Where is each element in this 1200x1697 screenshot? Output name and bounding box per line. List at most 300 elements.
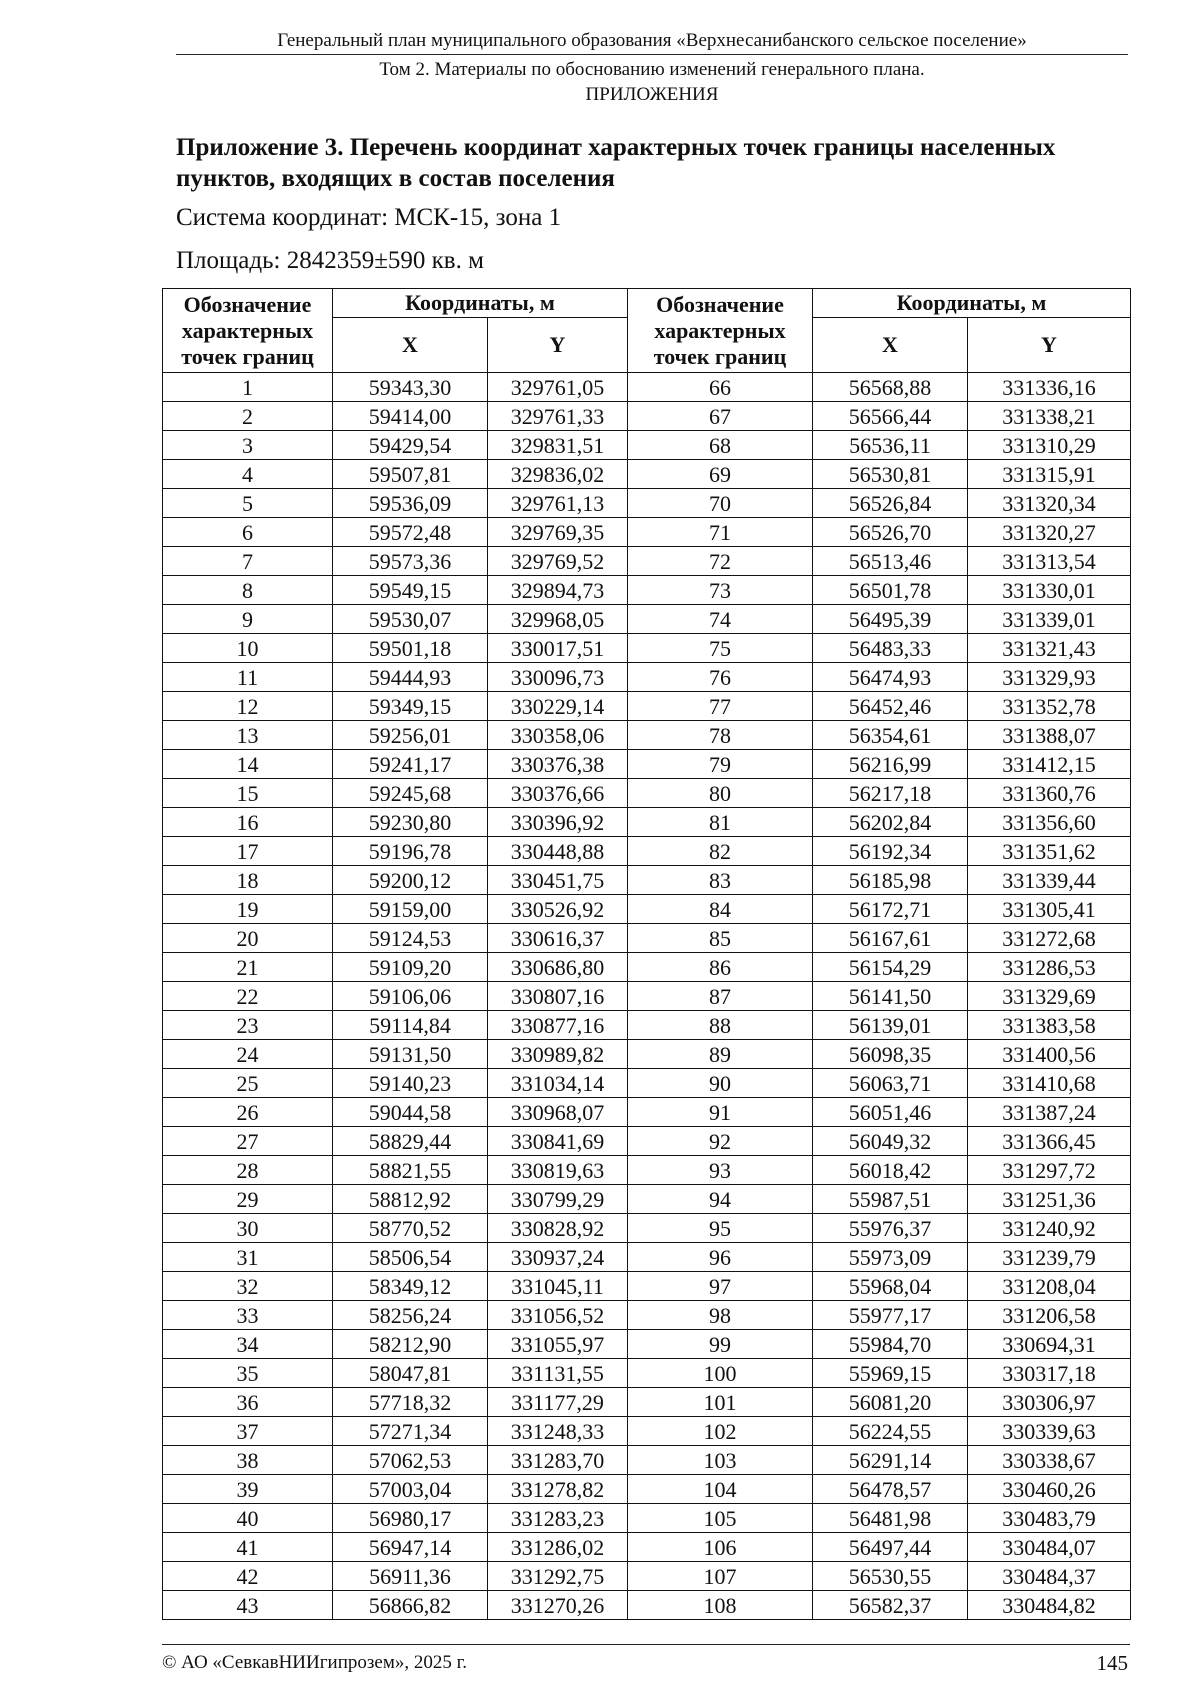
x-right-cell: 55973,09	[813, 1243, 968, 1272]
point-number-right-cell: 96	[628, 1243, 813, 1272]
header-coordinates-left: Координаты, м	[333, 289, 628, 318]
x-left-cell: 59573,36	[333, 547, 488, 576]
table-row	[163, 692, 1131, 721]
x-left-cell: 59131,50	[333, 1040, 488, 1069]
x-right-cell: 56354,61	[813, 721, 968, 750]
table-row	[163, 634, 1131, 663]
header-point-designation-left: Обозначение характерных точек границ	[163, 289, 333, 373]
point-number-right-cell: 72	[628, 547, 813, 576]
point-number-right-cell: 98	[628, 1301, 813, 1330]
x-right-cell: 56582,37	[813, 1591, 968, 1620]
x-right-cell: 56530,81	[813, 460, 968, 489]
x-right-cell: 56063,71	[813, 1069, 968, 1098]
y-right-cell: 331320,27	[968, 518, 1131, 547]
point-number-right-cell: 79	[628, 750, 813, 779]
x-left-cell: 57718,32	[333, 1388, 488, 1417]
x-left-cell: 56911,36	[333, 1562, 488, 1591]
x-left-cell: 59501,18	[333, 634, 488, 663]
point-number-left-cell: 41	[163, 1533, 333, 1562]
point-number-left-cell: 20	[163, 924, 333, 953]
x-left-cell: 59572,48	[333, 518, 488, 547]
point-number-left-cell: 3	[163, 431, 333, 460]
header-x-left: X	[333, 318, 488, 373]
coordinates-table-body	[163, 373, 1131, 1620]
point-number-left-cell: 40	[163, 1504, 333, 1533]
y-left-cell: 329894,73	[488, 576, 628, 605]
x-right-cell: 55984,70	[813, 1330, 968, 1359]
y-right-cell: 331310,29	[968, 431, 1131, 460]
x-right-cell: 56051,46	[813, 1098, 968, 1127]
x-left-cell: 59044,58	[333, 1098, 488, 1127]
point-number-left-cell: 26	[163, 1098, 333, 1127]
y-right-cell: 331330,01	[968, 576, 1131, 605]
point-number-right-cell: 76	[628, 663, 813, 692]
table-row	[163, 721, 1131, 750]
x-left-cell: 59507,81	[333, 460, 488, 489]
y-left-cell: 330376,66	[488, 779, 628, 808]
x-right-cell: 56224,55	[813, 1417, 968, 1446]
y-right-cell: 331206,58	[968, 1301, 1131, 1330]
point-number-right-cell: 81	[628, 808, 813, 837]
y-left-cell: 330448,88	[488, 837, 628, 866]
x-left-cell: 59124,53	[333, 924, 488, 953]
point-number-left-cell: 32	[163, 1272, 333, 1301]
point-number-right-cell: 89	[628, 1040, 813, 1069]
table-row	[163, 779, 1131, 808]
point-number-right-cell: 95	[628, 1214, 813, 1243]
x-right-cell: 56049,32	[813, 1127, 968, 1156]
x-right-cell: 56566,44	[813, 402, 968, 431]
point-number-right-cell: 106	[628, 1533, 813, 1562]
table-row	[163, 1359, 1131, 1388]
y-left-cell: 329831,51	[488, 431, 628, 460]
x-left-cell: 59343,30	[333, 373, 488, 402]
y-right-cell: 331351,62	[968, 837, 1131, 866]
y-left-cell: 330828,92	[488, 1214, 628, 1243]
point-number-right-cell: 85	[628, 924, 813, 953]
table-row	[163, 1185, 1131, 1214]
x-left-cell: 59256,01	[333, 721, 488, 750]
footer-copyright: © АО «СевкавНИИгипрозем», 2025 г.	[162, 1652, 467, 1673]
x-left-cell: 59444,93	[333, 663, 488, 692]
x-left-cell: 59109,20	[333, 953, 488, 982]
y-left-cell: 330229,14	[488, 692, 628, 721]
point-number-right-cell: 107	[628, 1562, 813, 1591]
table-row	[163, 547, 1131, 576]
point-number-left-cell: 10	[163, 634, 333, 663]
y-right-cell: 330460,26	[968, 1475, 1131, 1504]
x-left-cell: 57271,34	[333, 1417, 488, 1446]
y-left-cell: 331278,82	[488, 1475, 628, 1504]
x-left-cell: 59230,80	[333, 808, 488, 837]
point-number-right-cell: 69	[628, 460, 813, 489]
table-row	[163, 1591, 1131, 1620]
table-row	[163, 808, 1131, 837]
y-left-cell: 331131,55	[488, 1359, 628, 1388]
x-left-cell: 56980,17	[333, 1504, 488, 1533]
point-number-left-cell: 19	[163, 895, 333, 924]
y-left-cell: 330396,92	[488, 808, 628, 837]
y-left-cell: 331045,11	[488, 1272, 628, 1301]
header-x-right: X	[813, 318, 968, 373]
y-right-cell: 331356,60	[968, 808, 1131, 837]
point-number-left-cell: 39	[163, 1475, 333, 1504]
table-row	[163, 1504, 1131, 1533]
point-number-left-cell: 8	[163, 576, 333, 605]
y-right-cell: 331360,76	[968, 779, 1131, 808]
point-number-right-cell: 101	[628, 1388, 813, 1417]
x-right-cell: 55969,15	[813, 1359, 968, 1388]
point-number-right-cell: 66	[628, 373, 813, 402]
x-right-cell: 56452,46	[813, 692, 968, 721]
y-left-cell: 330937,24	[488, 1243, 628, 1272]
point-number-right-cell: 83	[628, 866, 813, 895]
y-right-cell: 331339,01	[968, 605, 1131, 634]
point-number-right-cell: 70	[628, 489, 813, 518]
x-right-cell: 56513,46	[813, 547, 968, 576]
x-right-cell: 55977,17	[813, 1301, 968, 1330]
y-right-cell: 330339,63	[968, 1417, 1131, 1446]
y-left-cell: 331034,14	[488, 1069, 628, 1098]
x-right-cell: 56202,84	[813, 808, 968, 837]
y-left-cell: 330376,38	[488, 750, 628, 779]
table-row	[163, 402, 1131, 431]
x-left-cell: 58821,55	[333, 1156, 488, 1185]
point-number-left-cell: 31	[163, 1243, 333, 1272]
y-left-cell: 331283,70	[488, 1446, 628, 1475]
point-number-left-cell: 14	[163, 750, 333, 779]
table-row	[163, 866, 1131, 895]
point-number-left-cell: 5	[163, 489, 333, 518]
y-right-cell: 331315,91	[968, 460, 1131, 489]
area-label: Площадь: 2842359±590 кв. м	[176, 247, 484, 274]
point-number-right-cell: 108	[628, 1591, 813, 1620]
y-right-cell: 331297,72	[968, 1156, 1131, 1185]
y-left-cell: 329836,02	[488, 460, 628, 489]
x-right-cell: 56167,61	[813, 924, 968, 953]
x-left-cell: 58256,24	[333, 1301, 488, 1330]
table-row	[163, 1533, 1131, 1562]
header-y-right: Y	[968, 318, 1131, 373]
header-coordinates-right: Координаты, м	[813, 289, 1131, 318]
y-right-cell: 331383,58	[968, 1011, 1131, 1040]
x-right-cell: 55976,37	[813, 1214, 968, 1243]
y-right-cell: 331251,36	[968, 1185, 1131, 1214]
x-left-cell: 57003,04	[333, 1475, 488, 1504]
y-left-cell: 331286,02	[488, 1533, 628, 1562]
x-right-cell: 56081,20	[813, 1388, 968, 1417]
point-number-right-cell: 102	[628, 1417, 813, 1446]
y-right-cell: 331388,07	[968, 721, 1131, 750]
y-left-cell: 329761,05	[488, 373, 628, 402]
point-number-left-cell: 29	[163, 1185, 333, 1214]
table-row	[163, 1156, 1131, 1185]
x-right-cell: 56481,98	[813, 1504, 968, 1533]
x-right-cell: 56216,99	[813, 750, 968, 779]
y-right-cell: 331240,92	[968, 1214, 1131, 1243]
point-number-left-cell: 42	[163, 1562, 333, 1591]
point-number-left-cell: 33	[163, 1301, 333, 1330]
x-left-cell: 56947,14	[333, 1533, 488, 1562]
y-right-cell: 331320,34	[968, 489, 1131, 518]
y-right-cell: 331400,56	[968, 1040, 1131, 1069]
y-left-cell: 331283,23	[488, 1504, 628, 1533]
point-number-left-cell: 9	[163, 605, 333, 634]
y-right-cell: 331313,54	[968, 547, 1131, 576]
y-right-cell: 331339,44	[968, 866, 1131, 895]
y-left-cell: 329968,05	[488, 605, 628, 634]
table-row	[163, 1098, 1131, 1127]
point-number-left-cell: 11	[163, 663, 333, 692]
table-row	[163, 895, 1131, 924]
x-left-cell: 59429,54	[333, 431, 488, 460]
y-left-cell: 331270,26	[488, 1591, 628, 1620]
x-right-cell: 56474,93	[813, 663, 968, 692]
y-right-cell: 331286,53	[968, 953, 1131, 982]
x-right-cell: 56526,70	[813, 518, 968, 547]
table-row	[163, 1330, 1131, 1359]
point-number-left-cell: 22	[163, 982, 333, 1011]
table-row	[163, 1040, 1131, 1069]
x-left-cell: 59349,15	[333, 692, 488, 721]
coordinates-table	[162, 288, 1131, 1620]
x-left-cell: 58812,92	[333, 1185, 488, 1214]
x-left-cell: 58349,12	[333, 1272, 488, 1301]
y-left-cell: 330451,75	[488, 866, 628, 895]
table-row	[163, 1243, 1131, 1272]
x-right-cell: 56154,29	[813, 953, 968, 982]
point-number-left-cell: 6	[163, 518, 333, 547]
y-right-cell: 331338,21	[968, 402, 1131, 431]
point-number-right-cell: 75	[628, 634, 813, 663]
y-right-cell: 330484,82	[968, 1591, 1131, 1620]
y-right-cell: 331239,79	[968, 1243, 1131, 1272]
table-row	[163, 431, 1131, 460]
table-row	[163, 605, 1131, 634]
x-left-cell: 59245,68	[333, 779, 488, 808]
table-row	[163, 1388, 1131, 1417]
y-left-cell: 330017,51	[488, 634, 628, 663]
y-left-cell: 330096,73	[488, 663, 628, 692]
x-right-cell: 56495,39	[813, 605, 968, 634]
point-number-right-cell: 103	[628, 1446, 813, 1475]
table-row	[163, 1301, 1131, 1330]
x-left-cell: 58770,52	[333, 1214, 488, 1243]
point-number-right-cell: 87	[628, 982, 813, 1011]
y-right-cell: 331305,41	[968, 895, 1131, 924]
y-left-cell: 329761,13	[488, 489, 628, 518]
table-row	[163, 953, 1131, 982]
point-number-left-cell: 2	[163, 402, 333, 431]
x-right-cell: 56568,88	[813, 373, 968, 402]
point-number-right-cell: 97	[628, 1272, 813, 1301]
y-left-cell: 331292,75	[488, 1562, 628, 1591]
x-left-cell: 59530,07	[333, 605, 488, 634]
point-number-left-cell: 21	[163, 953, 333, 982]
point-number-right-cell: 80	[628, 779, 813, 808]
x-left-cell: 59549,15	[333, 576, 488, 605]
table-row	[163, 1127, 1131, 1156]
y-left-cell: 330968,07	[488, 1098, 628, 1127]
x-left-cell: 58829,44	[333, 1127, 488, 1156]
x-left-cell: 59241,17	[333, 750, 488, 779]
point-number-left-cell: 13	[163, 721, 333, 750]
point-number-left-cell: 4	[163, 460, 333, 489]
y-left-cell: 329769,35	[488, 518, 628, 547]
x-right-cell: 56217,18	[813, 779, 968, 808]
table-row	[163, 460, 1131, 489]
y-left-cell: 330807,16	[488, 982, 628, 1011]
point-number-right-cell: 67	[628, 402, 813, 431]
point-number-right-cell: 99	[628, 1330, 813, 1359]
y-right-cell: 331352,78	[968, 692, 1131, 721]
y-left-cell: 329769,52	[488, 547, 628, 576]
point-number-right-cell: 105	[628, 1504, 813, 1533]
y-left-cell: 329761,33	[488, 402, 628, 431]
table-row	[163, 837, 1131, 866]
x-left-cell: 59159,00	[333, 895, 488, 924]
y-right-cell: 330694,31	[968, 1330, 1131, 1359]
y-right-cell: 331336,16	[968, 373, 1131, 402]
point-number-left-cell: 43	[163, 1591, 333, 1620]
point-number-right-cell: 84	[628, 895, 813, 924]
running-header-section: ПРИЛОЖЕНИЯ	[585, 84, 719, 105]
point-number-right-cell: 82	[628, 837, 813, 866]
point-number-left-cell: 34	[163, 1330, 333, 1359]
x-left-cell: 57062,53	[333, 1446, 488, 1475]
point-number-right-cell: 68	[628, 431, 813, 460]
x-left-cell: 59536,09	[333, 489, 488, 518]
header-divider	[176, 54, 1128, 55]
x-right-cell: 56483,33	[813, 634, 968, 663]
x-left-cell: 58212,90	[333, 1330, 488, 1359]
y-left-cell: 330358,06	[488, 721, 628, 750]
y-left-cell: 330616,37	[488, 924, 628, 953]
x-right-cell: 55968,04	[813, 1272, 968, 1301]
table-row	[163, 373, 1131, 402]
point-number-right-cell: 71	[628, 518, 813, 547]
table-row	[163, 663, 1131, 692]
point-number-right-cell: 78	[628, 721, 813, 750]
y-right-cell: 330317,18	[968, 1359, 1131, 1388]
point-number-right-cell: 100	[628, 1359, 813, 1388]
y-left-cell: 331177,29	[488, 1388, 628, 1417]
y-left-cell: 331056,52	[488, 1301, 628, 1330]
point-number-right-cell: 104	[628, 1475, 813, 1504]
y-right-cell: 331410,68	[968, 1069, 1131, 1098]
y-left-cell: 330989,82	[488, 1040, 628, 1069]
y-right-cell: 331329,69	[968, 982, 1131, 1011]
x-right-cell: 56139,01	[813, 1011, 968, 1040]
point-number-right-cell: 94	[628, 1185, 813, 1214]
table-row	[163, 1417, 1131, 1446]
x-right-cell: 56536,11	[813, 431, 968, 460]
running-header-volume: Том 2. Материалы по обоснованию изменений генерального плана.	[379, 59, 925, 80]
y-left-cell: 330819,63	[488, 1156, 628, 1185]
table-row	[163, 750, 1131, 779]
point-number-left-cell: 18	[163, 866, 333, 895]
x-left-cell: 59106,06	[333, 982, 488, 1011]
x-right-cell: 56497,44	[813, 1533, 968, 1562]
appendix-title: Приложение 3. Перечень координат характерных точек границы населенных пунктов, входящих в состав поселения	[176, 134, 1056, 192]
x-right-cell: 56526,84	[813, 489, 968, 518]
point-number-right-cell: 73	[628, 576, 813, 605]
y-right-cell: 331329,93	[968, 663, 1131, 692]
x-right-cell: 56185,98	[813, 866, 968, 895]
point-number-right-cell: 93	[628, 1156, 813, 1185]
coordinate-system-label: Система координат: МСК-15, зона 1	[176, 204, 562, 231]
point-number-left-cell: 17	[163, 837, 333, 866]
point-number-left-cell: 36	[163, 1388, 333, 1417]
table-row	[163, 1069, 1131, 1098]
y-left-cell: 330799,29	[488, 1185, 628, 1214]
x-left-cell: 58506,54	[333, 1243, 488, 1272]
table-row	[163, 982, 1131, 1011]
x-right-cell: 56141,50	[813, 982, 968, 1011]
x-left-cell: 58047,81	[333, 1359, 488, 1388]
x-right-cell: 56098,35	[813, 1040, 968, 1069]
x-right-cell: 56018,42	[813, 1156, 968, 1185]
y-right-cell: 330338,67	[968, 1446, 1131, 1475]
running-header-title: Генеральный план муниципального образования «Верхнесанибанского сельское поселение»	[277, 30, 1027, 51]
x-right-cell: 55987,51	[813, 1185, 968, 1214]
x-right-cell: 56192,34	[813, 837, 968, 866]
point-number-left-cell: 24	[163, 1040, 333, 1069]
table-row	[163, 1562, 1131, 1591]
header-point-designation-right: Обозначение характерных точек границ	[628, 289, 813, 373]
y-left-cell: 330526,92	[488, 895, 628, 924]
point-number-right-cell: 91	[628, 1098, 813, 1127]
point-number-left-cell: 7	[163, 547, 333, 576]
point-number-left-cell: 23	[163, 1011, 333, 1040]
y-right-cell: 331208,04	[968, 1272, 1131, 1301]
x-right-cell: 56530,55	[813, 1562, 968, 1591]
y-right-cell: 330483,79	[968, 1504, 1131, 1533]
y-left-cell: 330841,69	[488, 1127, 628, 1156]
table-row	[163, 1475, 1131, 1504]
point-number-right-cell: 88	[628, 1011, 813, 1040]
y-right-cell: 331387,24	[968, 1098, 1131, 1127]
point-number-left-cell: 15	[163, 779, 333, 808]
point-number-left-cell: 27	[163, 1127, 333, 1156]
y-left-cell: 331055,97	[488, 1330, 628, 1359]
y-right-cell: 330484,07	[968, 1533, 1131, 1562]
table-row	[163, 576, 1131, 605]
x-right-cell: 56478,57	[813, 1475, 968, 1504]
table-row	[163, 1011, 1131, 1040]
table-row	[163, 1272, 1131, 1301]
point-number-right-cell: 74	[628, 605, 813, 634]
page-number: 145	[1096, 1651, 1128, 1675]
y-right-cell: 330306,97	[968, 1388, 1131, 1417]
footer-divider	[162, 1644, 1130, 1645]
point-number-left-cell: 28	[163, 1156, 333, 1185]
x-left-cell: 59414,00	[333, 402, 488, 431]
y-right-cell: 331412,15	[968, 750, 1131, 779]
x-left-cell: 59200,12	[333, 866, 488, 895]
table-row	[163, 1446, 1131, 1475]
x-right-cell: 56291,14	[813, 1446, 968, 1475]
x-left-cell: 59114,84	[333, 1011, 488, 1040]
point-number-left-cell: 16	[163, 808, 333, 837]
point-number-left-cell: 25	[163, 1069, 333, 1098]
table-row	[163, 518, 1131, 547]
y-right-cell: 330484,37	[968, 1562, 1131, 1591]
x-right-cell: 56501,78	[813, 576, 968, 605]
point-number-left-cell: 12	[163, 692, 333, 721]
point-number-right-cell: 77	[628, 692, 813, 721]
y-right-cell: 331272,68	[968, 924, 1131, 953]
